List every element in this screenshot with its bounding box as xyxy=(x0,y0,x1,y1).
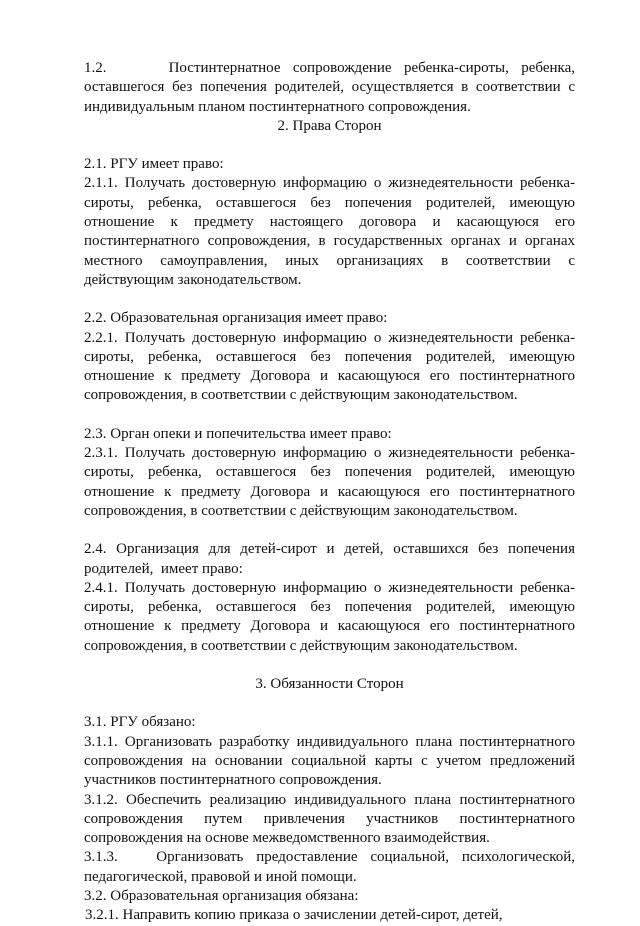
paragraph-3-1: 3.1. РГУ обязано: xyxy=(84,714,196,731)
paragraph-2-2: 2.2. Образовательная организация имеет право: xyxy=(84,310,388,327)
paragraph-1-2: 1.2. Постинтернатное сопровождение ребенка-сироты, ребенка, оставшегося без попечения родителей, осуществляется в соответствии с индивидуальным планом постинтернатного сопровождения. xyxy=(84,60,575,115)
paragraph-3-2: 3.2. Образовательная организация обязана: xyxy=(84,887,359,904)
paragraph-2-2-1: 2.2.1. Получать достоверную информацию о жизнедеятельности ребенка-сироты, ребенка, оставшегося без попечения родителей, имеющую отношение к предмету Договора и касающуюся его постинтернатного сопровождения, в соответствии с действующим законодательством. xyxy=(84,329,575,404)
paragraph-3-1-2: 3.1.2. Обеспечить реализацию индивидуального плана постинтернатного сопровождения путем привлечения участников постинтернатного сопровождения на основе межведомственного взаимодействия. xyxy=(84,791,575,847)
paragraph-2-3: 2.3. Орган опеки и попечительства имеет право: xyxy=(84,425,392,442)
paragraph-3-1-1: 3.1.1. Организовать разработку индивидуального плана постинтернатного сопровождения на основании социальной карты с учетом предложений участников постинтернатного сопровождения. xyxy=(84,733,575,789)
document-page xyxy=(84,59,575,926)
paragraph-2-4-1: 2.4.1. Получать достоверную информацию о жизнедеятельности ребенка-сироты, ребенка, оставшегося без попечения родителей, имеющую отношение к предмету Договора и касающуюся его постинтернатного сопровождения, в соответствии с действующим законодательством. xyxy=(84,579,575,654)
section-heading-3: 3. Обязанности Сторон xyxy=(255,676,404,693)
paragraph-2-1-1: 2.1.1. Получать достоверную информацию о жизнедеятельности ребенка-сироты, ребенка, оставшегося без попечения родителей, имеющую отношение к предмету настоящего договора и касающуюся его постинтернатного сопровождения, в государственных органах и органах местного самоуправления, иных организациях в соответствии с действующим законодательством. xyxy=(84,175,575,288)
paragraph-2-3-1: 2.3.1. Получать достоверную информацию о жизнедеятельности ребенка-сироты, ребенка, оставшегося без попечения родителей, имеющую отношение к предмету Договора и касающуюся его постинтернатного сопровождения, в соответствии с действующим законодательством. xyxy=(84,445,575,519)
paragraph-3-1-3: 3.1.3. Организовать предоставление социальной, психологической, педагогической, правовой и иной помощи. xyxy=(84,849,575,885)
section-heading-2: 2. Права Сторон xyxy=(277,117,382,134)
paragraph-2-4: 2.4. Организация для детей-сирот и детей, оставшихся без попечения родителей, имеет право: xyxy=(84,541,575,577)
paragraph-2-1: 2.1. РГУ имеет право: xyxy=(84,156,224,173)
paragraph-3-2-1: 3.2.1. Направить копию приказа о зачислении детей-сирот, детей, xyxy=(85,907,503,924)
